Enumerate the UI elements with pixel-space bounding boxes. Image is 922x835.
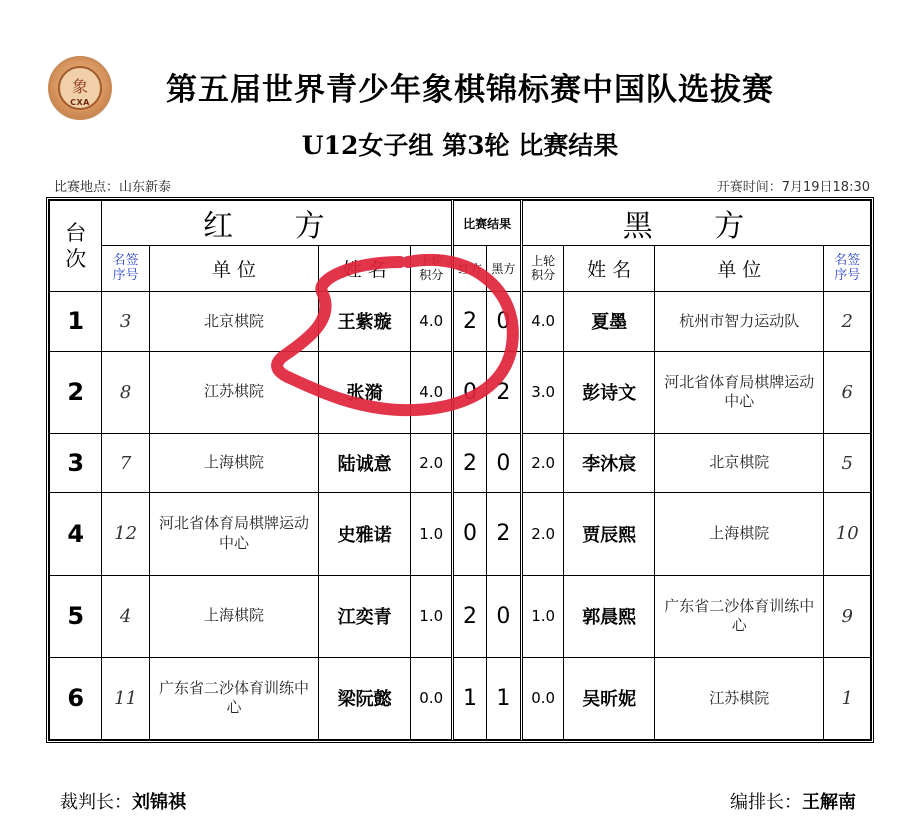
table-row [50, 575, 871, 657]
cxa-logo [48, 56, 112, 120]
red-prev-points-header: 上轮 积分 [411, 246, 453, 292]
red-score: 2 [453, 292, 486, 352]
black-score: 2 [486, 493, 521, 575]
table-no: 3 [50, 433, 102, 493]
page-title: 第五届世界青少年象棋锦标赛中国队选拔赛 [166, 72, 774, 108]
table-row [50, 657, 871, 739]
arranger-label: 编排长： [730, 792, 802, 813]
black-name: 吴昕妮 [564, 657, 655, 739]
red-unit: 上海棋院 [149, 433, 318, 493]
red-name: 梁阮懿 [319, 657, 411, 739]
black-name: 郭晨熙 [564, 575, 655, 657]
black-unit: 北京棋院 [655, 433, 824, 493]
red-unit: 河北省体育局棋牌运动中心 [149, 493, 318, 575]
black-score: 0 [486, 292, 521, 352]
logo-emblem [58, 66, 102, 110]
black-points: 3.0 [521, 351, 563, 433]
red-score: 2 [453, 433, 486, 493]
black-points: 2.0 [521, 433, 563, 493]
red-points: 4.0 [411, 292, 453, 352]
red-side-header: 红 方 [102, 201, 453, 246]
black-side-header: 黑 方 [521, 201, 870, 246]
page-subtitle: U12女子组 第3轮 比赛结果 [301, 131, 619, 160]
table-row [50, 493, 871, 575]
red-seq: 11 [102, 657, 149, 739]
table-no: 6 [50, 657, 102, 739]
red-name: 张漪 [319, 351, 411, 433]
black-seq: 5 [824, 433, 871, 493]
red-score: 2 [453, 575, 486, 657]
chief-referee-name: 刘锦祺 [132, 792, 186, 813]
red-seq: 4 [102, 575, 149, 657]
black-score: 0 [486, 433, 521, 493]
red-unit: 上海棋院 [149, 575, 318, 657]
venue-text: 比赛地点：山东新泰 [54, 180, 172, 195]
black-seq: 1 [824, 657, 871, 739]
red-points: 2.0 [411, 433, 453, 493]
black-unit: 杭州市智力运动队 [655, 292, 824, 352]
red-score: 0 [453, 351, 486, 433]
table-no-header: 台 次 [50, 201, 102, 292]
red-seq: 12 [102, 493, 149, 575]
chief-referee [60, 788, 186, 814]
results-table [49, 200, 871, 740]
red-name: 江奕青 [319, 575, 411, 657]
black-unit: 广东省二沙体育训练中心 [655, 575, 824, 657]
logo-glyph: 象 [71, 77, 88, 96]
black-unit: 上海棋院 [655, 493, 824, 575]
black-seq: 9 [824, 575, 871, 657]
red-score: 1 [453, 657, 486, 739]
table-row [50, 292, 871, 352]
black-prev-points-header: 上轮 积分 [521, 246, 563, 292]
table-row [50, 433, 871, 493]
red-name-header: 姓 名 [319, 246, 411, 292]
red-points: 0.0 [411, 657, 453, 739]
black-seq: 6 [824, 351, 871, 433]
table-no: 2 [50, 351, 102, 433]
black-seq: 10 [824, 493, 871, 575]
black-score: 2 [486, 351, 521, 433]
logo-abbr: CXA [70, 98, 90, 107]
red-points: 1.0 [411, 493, 453, 575]
black-unit: 河北省体育局棋牌运动中心 [655, 351, 824, 433]
black-points: 0.0 [521, 657, 563, 739]
black-seq: 2 [824, 292, 871, 352]
red-seq-header: 名签 序号 [102, 246, 149, 292]
red-unit: 江苏棋院 [149, 351, 318, 433]
red-score: 0 [453, 493, 486, 575]
black-points: 2.0 [521, 493, 563, 575]
black-score: 0 [486, 575, 521, 657]
black-name: 彭诗文 [564, 351, 655, 433]
black-name: 贾辰熙 [564, 493, 655, 575]
arranger-name: 王解南 [802, 792, 856, 813]
red-seq: 3 [102, 292, 149, 352]
black-score-header: 黑方 [486, 246, 521, 292]
red-points: 4.0 [411, 351, 453, 433]
red-score-header: 红方 [453, 246, 486, 292]
chief-referee-label: 裁判长： [60, 792, 132, 813]
red-seq: 7 [102, 433, 149, 493]
black-points: 1.0 [521, 575, 563, 657]
red-unit: 广东省二沙体育训练中心 [149, 657, 318, 739]
table-no: 5 [50, 575, 102, 657]
black-points: 4.0 [521, 292, 563, 352]
start-time-text: 开赛时间：7月19日18:30 [716, 180, 870, 195]
table-row [50, 351, 871, 433]
red-points: 1.0 [411, 575, 453, 657]
black-score: 1 [486, 657, 521, 739]
result-header: 比赛结果 [453, 201, 522, 246]
table-no: 1 [50, 292, 102, 352]
black-unit-header: 单 位 [655, 246, 824, 292]
black-name-header: 姓 名 [564, 246, 655, 292]
red-name: 王紫璇 [319, 292, 411, 352]
table-no: 4 [50, 493, 102, 575]
results-table-frame [46, 197, 874, 743]
arranger [730, 788, 856, 814]
red-seq: 8 [102, 351, 149, 433]
red-unit-header: 单 位 [149, 246, 318, 292]
red-unit: 北京棋院 [149, 292, 318, 352]
black-seq-header: 名签 序号 [824, 246, 871, 292]
black-name: 李沐宸 [564, 433, 655, 493]
black-unit: 江苏棋院 [655, 657, 824, 739]
red-name: 陆诚意 [319, 433, 411, 493]
black-name: 夏墨 [564, 292, 655, 352]
red-name: 史雅诺 [319, 493, 411, 575]
